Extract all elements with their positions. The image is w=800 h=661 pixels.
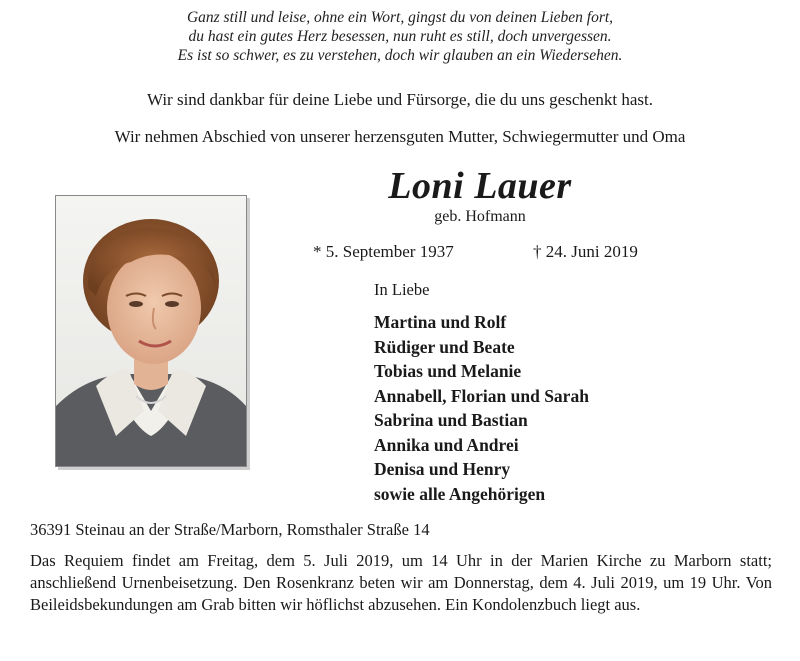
address: 36391 Steinau an der Straße/Marborn, Romsthaler Straße 14 — [30, 520, 430, 539]
survivor-entry: Annika und Andrei — [374, 434, 519, 455]
poem-line: Es ist so schwer, es zu verstehen, doch wir glauben an ein Wiedersehen. — [177, 47, 623, 64]
survivor-entry: Sabrina und Bastian — [374, 410, 528, 430]
deceased-name: Loni Lauer — [388, 165, 572, 207]
survivor-entry: Denisa und Henry — [374, 459, 511, 479]
farewell-line: Wir nehmen Abschied von unserer herzensguten Mutter, Schwiegermutter und Oma — [114, 127, 686, 146]
survivor-entry: sowie alle Angehörigen — [374, 483, 546, 504]
poem — [0, 8, 800, 65]
service-notice: Das Requiem findet am Freitag, dem 5. Juli 2019, um 14 Uhr in der Marien Kirche zu Marborn statt; anschließend Urnenbeisetzung. Den Rosenkranz beten wir am Donnerstag, dem 4. Juli 2019, um 19 Uhr. Von Beileidsbekundungen am Grab bitten wir höflichst abzusehen. Ein Kondolenzbuch liegt aus. — [30, 551, 772, 614]
survivor-entry: Martina und Rolf — [374, 312, 507, 332]
survivor-entry: Tobias und Melanie — [374, 361, 522, 381]
in-love-label: In Liebe — [374, 280, 430, 299]
survivor-entry: Annabell, Florian und Sarah — [374, 385, 589, 406]
gratitude-line: Wir sind dankbar für deine Liebe und Fürsorge, die du uns geschenkt hast. — [146, 90, 654, 109]
portrait-photo — [55, 195, 247, 467]
survivor-entry: Rüdiger und Beate — [374, 336, 515, 357]
poem-line: Ganz still und leise, ohne ein Wort, gingst du von deinen Lieben fort, — [186, 9, 614, 26]
birth-name: geb. Hofmann — [434, 208, 526, 225]
survivors-list — [374, 310, 589, 506]
birth-date: * 5. September 1937 — [313, 242, 454, 261]
poem-line: du hast ein gutes Herz besessen, nun ruht es still, doch unvergessen. — [188, 28, 612, 45]
death-date: † 24. Juni 2019 — [533, 242, 638, 261]
